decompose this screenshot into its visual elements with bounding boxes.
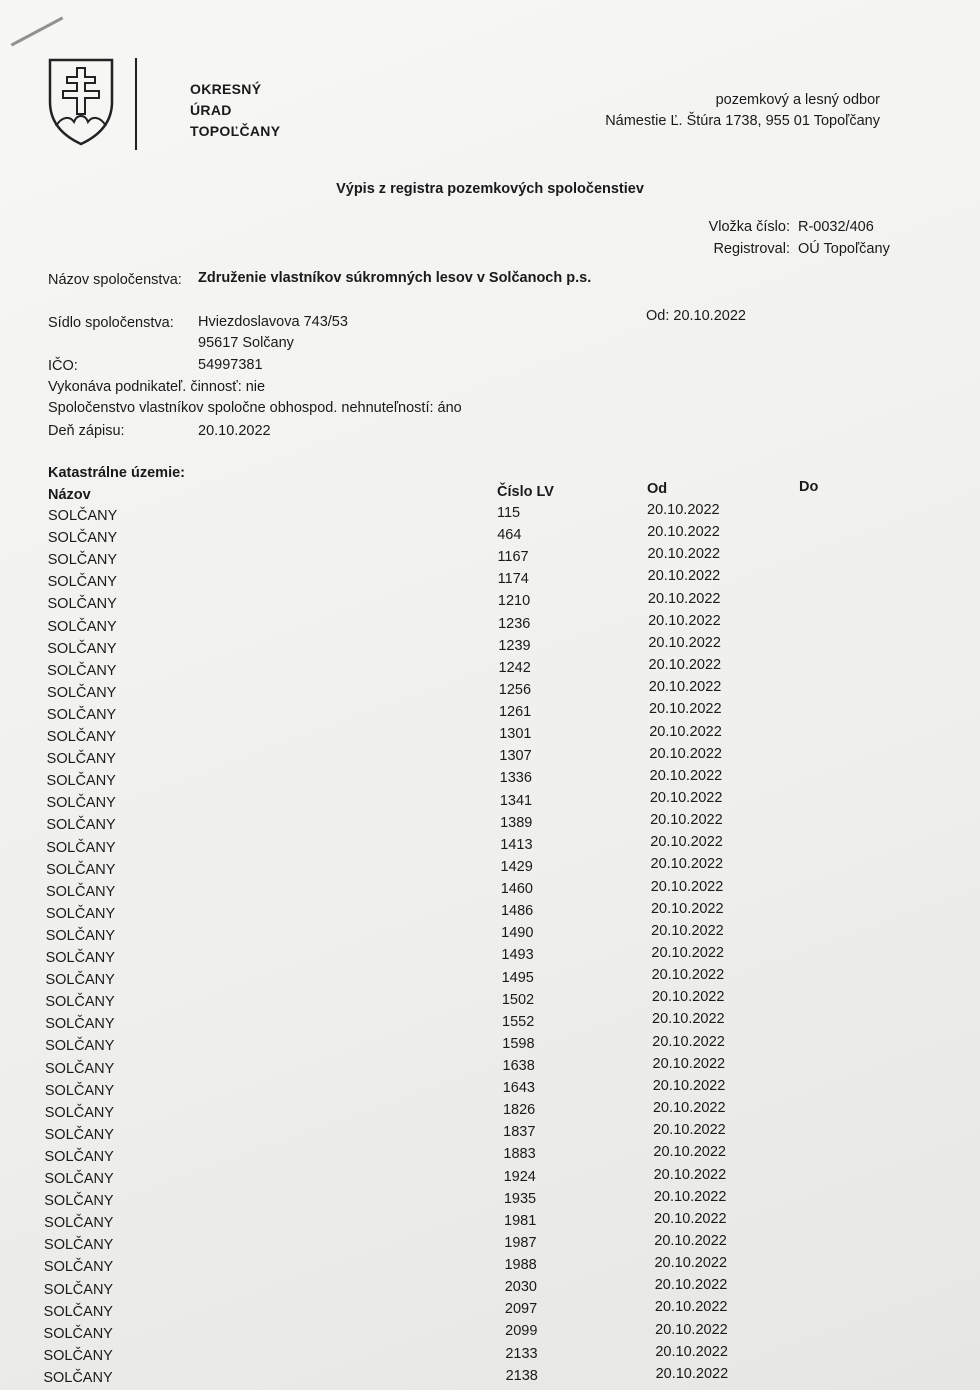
table-cell-od: 20.10.2022 bbox=[647, 502, 720, 518]
table-cell-lv: 1307 bbox=[499, 748, 532, 765]
table-cell-nazov: SOLČANY bbox=[44, 1126, 114, 1143]
sidlo-line2: 95617 Solčany bbox=[198, 335, 294, 351]
registroval-value: OÚ Topoľčany bbox=[798, 241, 890, 257]
table-cell-lv: 115 bbox=[497, 505, 521, 521]
table-cell-lv: 1429 bbox=[500, 858, 533, 875]
table-cell-nazov: SOLČANY bbox=[47, 662, 117, 679]
table-cell-lv: 1413 bbox=[500, 836, 533, 853]
table-cell-od: 20.10.2022 bbox=[647, 590, 721, 607]
table-cell-lv: 1495 bbox=[501, 969, 534, 986]
table-cell-nazov: SOLČANY bbox=[47, 596, 117, 613]
column-header: Od bbox=[647, 481, 668, 497]
table-cell-lv: 1987 bbox=[504, 1234, 537, 1251]
table-cell-nazov: SOLČANY bbox=[46, 729, 117, 745]
table-cell-lv: 1301 bbox=[499, 726, 532, 743]
podnikatel-text: Vykonáva podnikateľ. činnosť: nie bbox=[48, 379, 266, 395]
table-cell-od: 20.10.2022 bbox=[653, 1144, 726, 1161]
table-cell-nazov: SOLČANY bbox=[45, 927, 116, 944]
table-cell-od: 20.10.2022 bbox=[649, 745, 722, 762]
table-cell-od: 20.10.2022 bbox=[649, 723, 722, 740]
table-cell-nazov: SOLČANY bbox=[43, 1281, 114, 1298]
table-cell-nazov: SOLČANY bbox=[45, 1060, 115, 1077]
table-cell-nazov: SOLČANY bbox=[46, 706, 117, 723]
table-cell-od: 20.10.2022 bbox=[655, 1365, 729, 1382]
table-cell-od: 20.10.2022 bbox=[651, 922, 724, 939]
table-cell-lv: 464 bbox=[497, 527, 522, 544]
table-cell-lv: 1924 bbox=[503, 1168, 536, 1185]
table-cell-lv: 2133 bbox=[505, 1345, 538, 1362]
table-cell-od: 20.10.2022 bbox=[653, 1188, 727, 1205]
table-cell-lv: 1210 bbox=[497, 593, 531, 610]
table-cell-nazov: SOLČANY bbox=[44, 1215, 114, 1232]
table-cell-nazov: SOLČANY bbox=[45, 950, 115, 966]
table-cell-od: 20.10.2022 bbox=[652, 1055, 726, 1072]
table-cell-od: 20.10.2022 bbox=[650, 834, 723, 851]
table-cell-od: 20.10.2022 bbox=[655, 1343, 728, 1360]
table-cell-od: 20.10.2022 bbox=[647, 524, 720, 541]
ico-label: IČO: bbox=[48, 358, 78, 374]
ico-value: 54997381 bbox=[198, 357, 263, 373]
table-cell-lv: 1552 bbox=[502, 1013, 535, 1030]
table-cell-od: 20.10.2022 bbox=[652, 1077, 726, 1094]
table-cell-od: 20.10.2022 bbox=[647, 568, 721, 585]
vlozka-value: R-0032/406 bbox=[798, 219, 874, 235]
table-cell-od: 20.10.2022 bbox=[651, 945, 724, 961]
table-cell-lv: 1826 bbox=[502, 1102, 536, 1119]
table-cell-nazov: SOLČANY bbox=[44, 1148, 114, 1165]
katastralne-label: Katastrálne územie: bbox=[48, 465, 185, 481]
nazov-label: Názov spoločenstva: bbox=[48, 272, 182, 288]
table-cell-od: 20.10.2022 bbox=[649, 767, 723, 784]
table-cell-lv: 1341 bbox=[499, 792, 533, 809]
column-header: Názov bbox=[48, 487, 91, 503]
table-cell-nazov: SOLČANY bbox=[47, 618, 117, 635]
table-cell-lv: 1261 bbox=[498, 704, 532, 721]
table-cell-lv: 1242 bbox=[498, 659, 531, 676]
table-cell-nazov: SOLČANY bbox=[44, 1104, 115, 1121]
table-cell-nazov: SOLČANY bbox=[46, 861, 116, 878]
office-line: TOPOĽČANY bbox=[190, 123, 281, 139]
table-cell-lv: 1236 bbox=[498, 615, 531, 632]
table-cell-od: 20.10.2022 bbox=[648, 679, 722, 696]
nazov-value: Združenie vlastníkov súkromných lesov v Solčanoch p.s. bbox=[198, 270, 592, 286]
table-cell-od: 20.10.2022 bbox=[647, 546, 721, 563]
table-cell-nazov: SOLČANY bbox=[43, 1347, 113, 1364]
table-cell-lv: 1883 bbox=[503, 1146, 536, 1163]
registroval-label: Registroval: bbox=[713, 241, 790, 257]
table-cell-nazov: SOLČANY bbox=[43, 1369, 113, 1386]
table-cell-od: 20.10.2022 bbox=[654, 1277, 728, 1294]
document-title: Výpis z registra pozemkových spoločenstiev bbox=[336, 181, 644, 197]
column-header: Do bbox=[799, 479, 819, 495]
vlozka-label: Vložka číslo: bbox=[708, 219, 790, 235]
table-cell-nazov: SOLČANY bbox=[44, 1237, 114, 1254]
table-cell-od: 20.10.2022 bbox=[650, 900, 724, 917]
table-cell-od: 20.10.2022 bbox=[651, 967, 725, 984]
table-cell-nazov: SOLČANY bbox=[47, 640, 117, 657]
office-line: OKRESNÝ bbox=[190, 81, 262, 97]
department-name: pozemkový a lesný odbor bbox=[715, 92, 880, 108]
table-cell-od: 20.10.2022 bbox=[655, 1321, 728, 1338]
table-cell-nazov: SOLČANY bbox=[45, 883, 116, 900]
table-cell-lv: 1239 bbox=[498, 637, 531, 654]
table-cell-od: 20.10.2022 bbox=[654, 1255, 728, 1272]
table-cell-od: 20.10.2022 bbox=[652, 1100, 726, 1117]
obhospod-text: Spoločenstvo vlastníkov spoločne obhospod. nehnuteľností: áno bbox=[48, 400, 462, 416]
table-cell-lv: 1502 bbox=[501, 991, 535, 1008]
table-cell-lv: 1638 bbox=[502, 1058, 535, 1074]
table-cell-nazov: SOLČANY bbox=[46, 839, 116, 856]
department-address: Námestie Ľ. Štúra 1738, 955 01 Topoľčany bbox=[605, 113, 880, 129]
table-cell-od: 20.10.2022 bbox=[653, 1122, 726, 1139]
table-cell-lv: 1389 bbox=[500, 814, 533, 831]
table-cell-lv: 1981 bbox=[504, 1212, 537, 1229]
table-cell-nazov: SOLČANY bbox=[44, 1171, 114, 1187]
table-cell-od: 20.10.2022 bbox=[651, 989, 725, 1006]
table-cell-nazov: SOLČANY bbox=[44, 1193, 114, 1210]
table-cell-od: 20.10.2022 bbox=[652, 1011, 725, 1028]
table-cell-lv: 1643 bbox=[502, 1080, 535, 1097]
table-cell-od: 20.10.2022 bbox=[654, 1210, 727, 1227]
table-cell-nazov: SOLČANY bbox=[45, 905, 116, 922]
table-cell-nazov: SOLČANY bbox=[48, 508, 118, 524]
table-cell-lv: 1174 bbox=[497, 571, 529, 588]
table-cell-lv: 1935 bbox=[503, 1190, 537, 1207]
table-cell-lv: 1493 bbox=[501, 947, 534, 964]
table-cell-nazov: SOLČANY bbox=[43, 1259, 114, 1276]
column-header: Číslo LV bbox=[497, 484, 554, 500]
table-cell-lv: 1837 bbox=[503, 1124, 536, 1141]
table-cell-nazov: SOLČANY bbox=[47, 684, 117, 701]
sidlo-label: Sídlo spoločenstva: bbox=[48, 315, 174, 331]
table-cell-od: 20.10.2022 bbox=[648, 701, 722, 718]
table-cell-lv: 1460 bbox=[500, 881, 533, 898]
table-cell-nazov: SOLČANY bbox=[46, 795, 116, 812]
table-cell-od: 20.10.2022 bbox=[648, 657, 722, 674]
table-cell-lv: 2099 bbox=[505, 1323, 538, 1340]
table-cell-od: 20.10.2022 bbox=[650, 856, 724, 873]
table-cell-nazov: SOLČANY bbox=[45, 1038, 115, 1055]
den-zapisu-label: Deň zápisu: bbox=[48, 423, 125, 439]
table-cell-od: 20.10.2022 bbox=[648, 634, 721, 651]
table-cell-nazov: SOLČANY bbox=[47, 552, 118, 569]
office-line: ÚRAD bbox=[190, 102, 232, 118]
table-cell-nazov: SOLČANY bbox=[47, 530, 118, 547]
table-cell-od: 20.10.2022 bbox=[650, 812, 723, 829]
table-cell-nazov: SOLČANY bbox=[43, 1303, 113, 1320]
table-cell-nazov: SOLČANY bbox=[46, 817, 116, 834]
table-cell-od: 20.10.2022 bbox=[654, 1299, 728, 1316]
table-cell-nazov: SOLČANY bbox=[43, 1325, 113, 1342]
table-cell-nazov: SOLČANY bbox=[45, 972, 115, 989]
table-cell-lv: 1336 bbox=[499, 770, 532, 787]
table-cell-lv: 1490 bbox=[501, 925, 534, 942]
sidlo-line1: Hviezdoslavova 743/53 bbox=[198, 314, 348, 330]
table-cell-nazov: SOLČANY bbox=[46, 773, 116, 790]
table-cell-nazov: SOLČANY bbox=[45, 1016, 115, 1033]
table-cell-lv: 1486 bbox=[500, 903, 534, 920]
table-cell-lv: 2030 bbox=[504, 1279, 537, 1296]
table-cell-lv: 2097 bbox=[504, 1301, 538, 1318]
den-zapisu-value: 20.10.2022 bbox=[198, 423, 271, 439]
table-cell-nazov: SOLČANY bbox=[44, 1082, 115, 1099]
table-cell-od: 20.10.2022 bbox=[648, 612, 721, 629]
table-cell-nazov: SOLČANY bbox=[46, 751, 116, 768]
table-cell-lv: 1598 bbox=[502, 1035, 535, 1052]
table-cell-od: 20.10.2022 bbox=[654, 1232, 727, 1249]
table-cell-nazov: SOLČANY bbox=[47, 574, 117, 591]
table-cell-od: 20.10.2022 bbox=[652, 1033, 725, 1050]
od-date: Od: 20.10.2022 bbox=[646, 308, 746, 324]
table-cell-lv: 1988 bbox=[504, 1257, 537, 1274]
table-cell-lv: 1167 bbox=[497, 549, 529, 566]
table-cell-lv: 1256 bbox=[498, 681, 532, 698]
table-cell-od: 20.10.2022 bbox=[653, 1166, 727, 1183]
table-cell-od: 20.10.2022 bbox=[649, 789, 723, 806]
table-cell-lv: 2138 bbox=[505, 1367, 538, 1384]
table-cell-nazov: SOLČANY bbox=[45, 994, 115, 1011]
table-cell-od: 20.10.2022 bbox=[650, 878, 724, 895]
